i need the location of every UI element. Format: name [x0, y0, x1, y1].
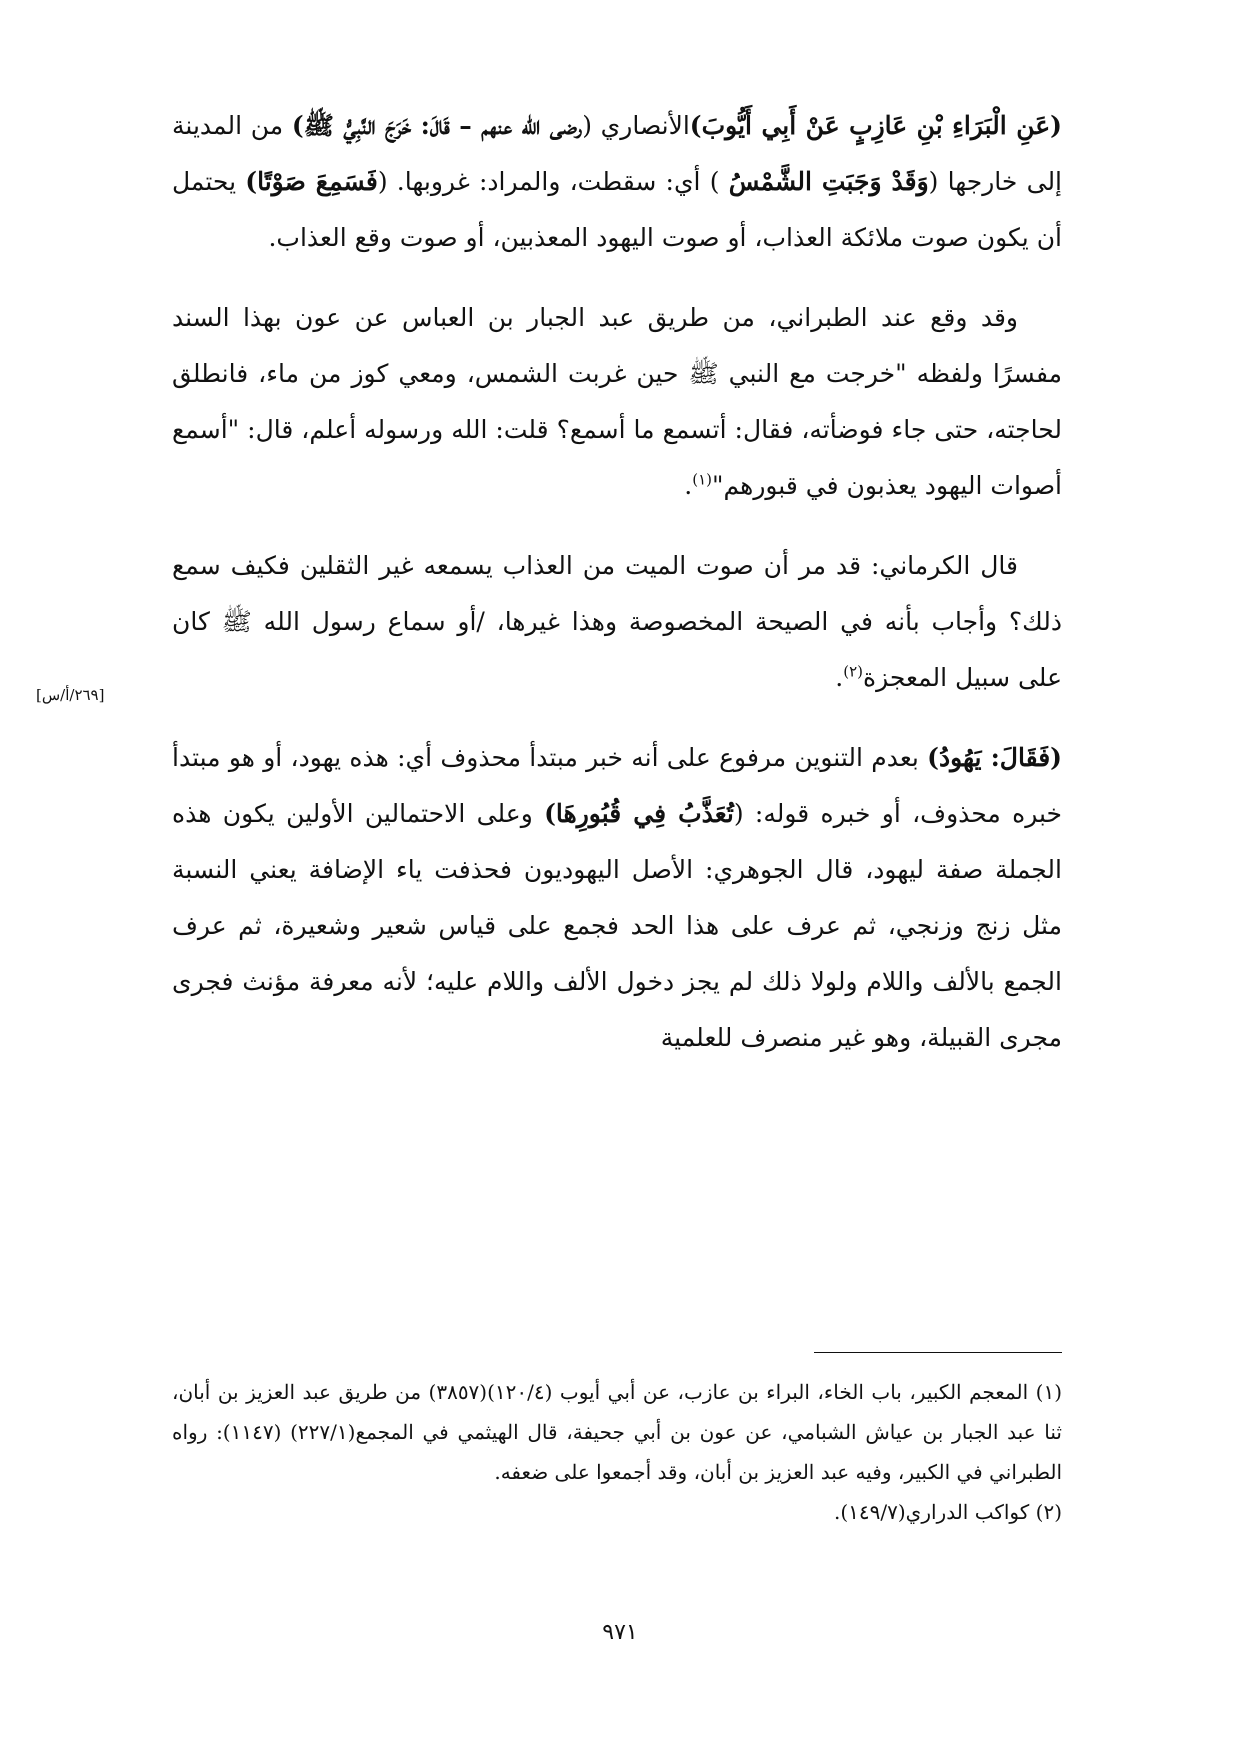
manuscript-folio-marker: [٢٦٩/أ/س] [36, 686, 105, 704]
commentary-text: . [684, 471, 693, 500]
footnotes-section [172, 1372, 1062, 1532]
commentary-text: بعدم التنوين مرفوع على أنه خبر مبتدأ محذوف أي: هذه يهود، أو هو مبتدأ خبره محذوف، أو خبره قوله: ( [172, 743, 1063, 828]
quoted-hadith-text: تُعَذَّبُ فِي قُبُورِهَا) [544, 799, 734, 828]
footnote-ref-2[interactable]: (٢) [843, 662, 863, 681]
commentary-text: الأنصاري ( [582, 111, 690, 140]
footnote-1: (١) المعجم الكبير، باب الخاء، البراء بن عازب، عن أبي أيوب (١٢٠/٤)(٣٨٥٧) من طريق عبد العزيز بن أبان، ثنا عبد الجبار بن عياش الشبامي، عن عون بن أبي جحيفة، قال الهيثمي في المجمع(٢٢٧/١) (١١٤٧): رواه الطبراني في الكبير، وفيه عبد العزيز بن أبان، وقد أجمعوا على ضعفه. [172, 1380, 1062, 1484]
quoted-hadith-text: (فَقَالَ: يَهُودُ) [927, 743, 1062, 772]
page-number: ٩٧١ [602, 1620, 638, 1645]
commentary-text: وقد وقع عند الطبراني، من طريق عبد الجبار بن العباس عن عون بهذا السند مفسرًا ولفظه "خرجت مع النبي ﷺ حين غربت الشمس، ومعي كوز من ماء، فانطلق لحاجته، حتى جاء فوضأته، فقال: أتسمع ما أسمع؟ قلت: الله ورسوله أعلم، قال: "أسمع أصوات اليهود يعذبون في قبورهم" [172, 303, 1062, 500]
quoted-hadith-text: وَقَدْ وَجَبَتِ الشَّمْسُ [728, 167, 929, 196]
paragraph-3 [172, 538, 1062, 706]
commentary-text: من المدينة إلى خارجها ( [172, 111, 1063, 196]
main-text-body [172, 98, 1062, 1090]
quoted-hadith-text: فَسَمِعَ صَوْتًا) [245, 167, 378, 196]
paragraph-4 [172, 730, 1062, 1066]
footnote-2: (٢) كواكب الدراري(١٤٩/٧). [833, 1500, 1062, 1524]
quoted-hadith-text: رضى الله عنهم – قَالَ: خَرَجَ النَّبِيُّ ﷺ) [291, 111, 583, 140]
commentary-text: وعلى الاحتمالين الأولين يكون هذه الجملة صفة ليهود، قال الجوهري: الأصل اليهوديون فحذفت ياء الإضافة يعني النسبة مثل زنج وزنجي، ثم عرف على هذا الحد فجمع على قياس شعير وشعيرة، ثم عرف الجمع بالألف واللام ولولا ذلك لم يجز دخول الألف واللام عليه؛ لأنه معرفة مؤنث فجرى مجرى القبيلة، وهو غير منصرف للعلمية [172, 799, 1062, 1052]
footnote-ref-1[interactable]: (١) [692, 470, 712, 489]
commentary-text: . [835, 663, 844, 692]
footnote-separator [814, 1352, 1062, 1353]
commentary-text: قال الكرماني: قد مر أن صوت الميت من العذاب يسمعه غير الثقلين فكيف سمع ذلك؟ وأجاب بأنه في الصيحة المخصوصة وهذا غيرها، /أو سماع رسول الله ﷺ كان على سبيل المعجزة [172, 551, 1062, 692]
quoted-hadith-text: (عَنِ الْبَرَاءِ بْنِ عَازِبٍ عَنْ أَبِي أَيُّوبَ) [689, 111, 1062, 140]
paragraph-2 [172, 290, 1062, 514]
commentary-text: يحتمل أن يكون صوت ملائكة العذاب، أو صوت اليهود المعذبين، أو صوت وقع العذاب. [172, 167, 1062, 252]
paragraph-1 [172, 98, 1062, 266]
commentary-text: ) أي: سقطت، والمراد: غروبها. ( [377, 167, 729, 196]
